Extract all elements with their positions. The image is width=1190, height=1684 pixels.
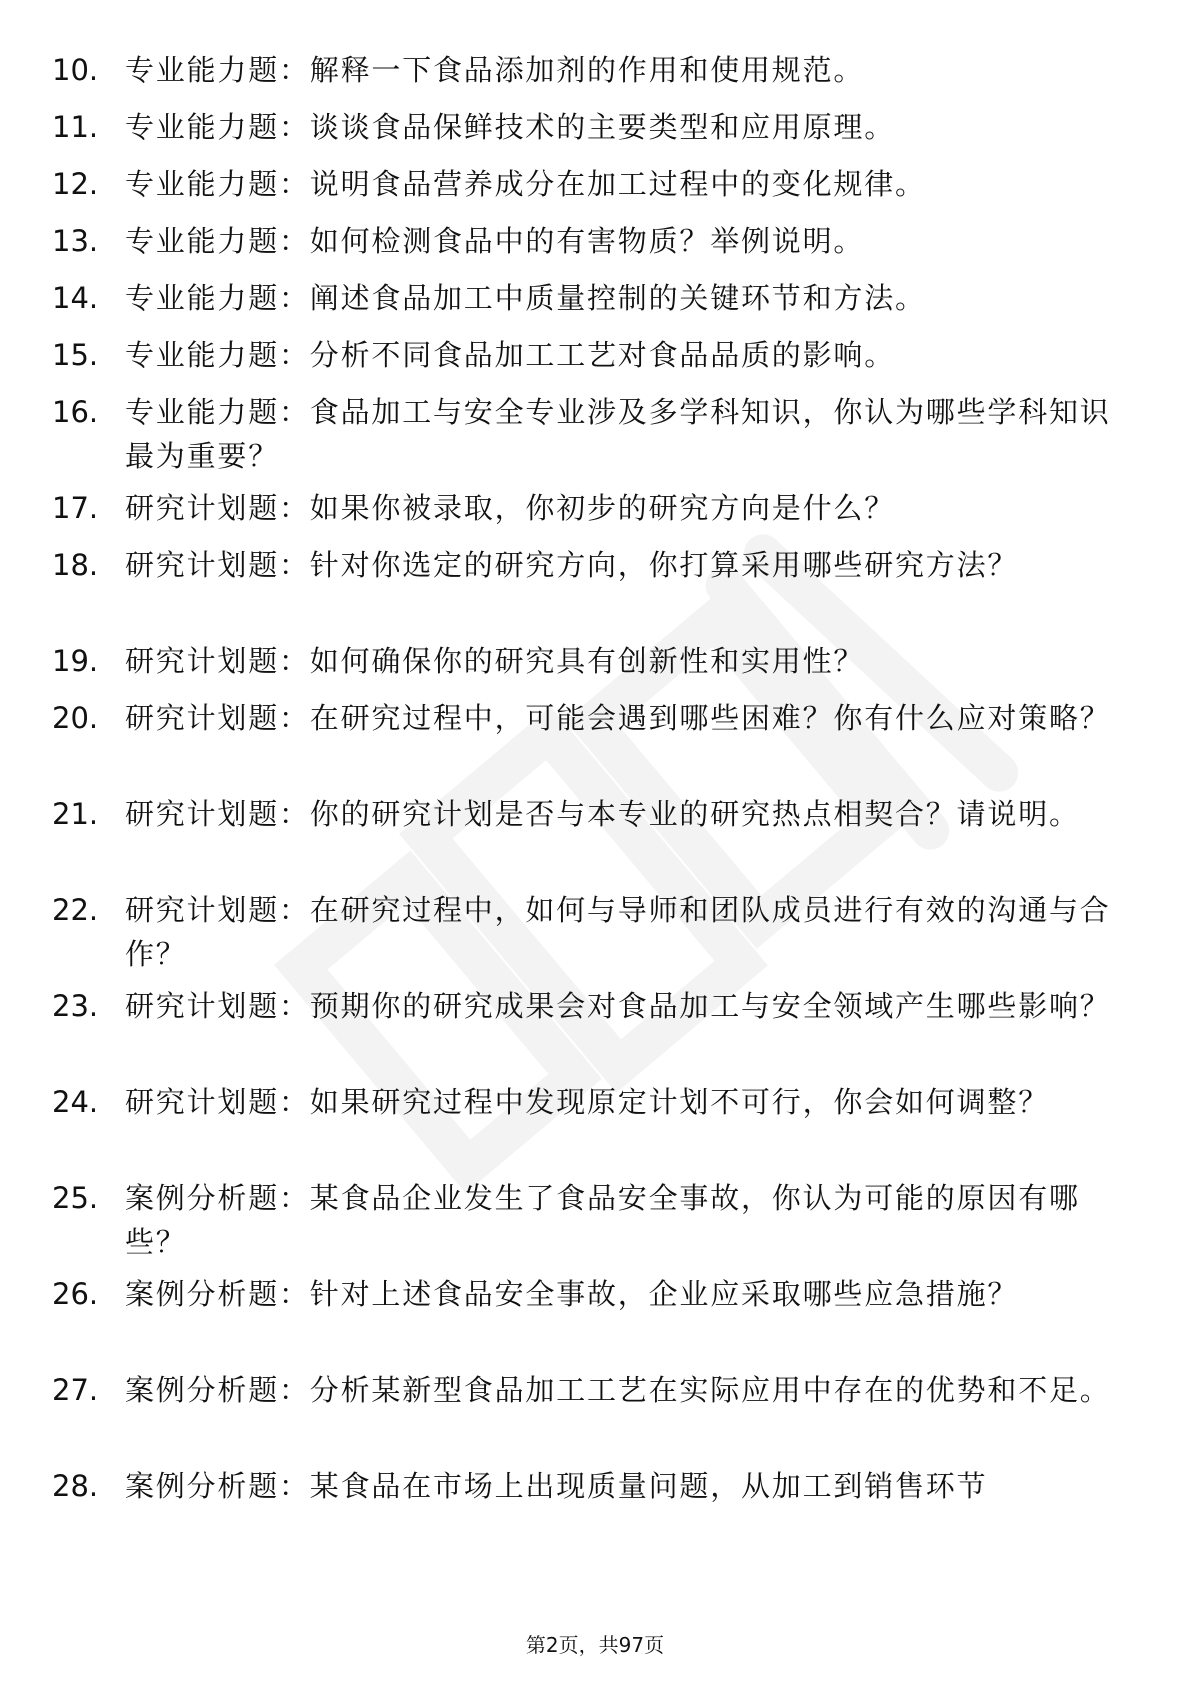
question-text: 案例分析题：分析某新型食品加工工艺在实际应用中存在的优势和不足。 [125, 1373, 1111, 1407]
question-number: 17. [52, 491, 99, 525]
question-text: 研究计划题：在研究过程中，可能会遇到哪些困难？你有什么应对策略？ [125, 701, 1111, 735]
question-text: 案例分析题：某食品企业发生了食品安全事故，你认为可能的原因有哪些？ [125, 1181, 1080, 1259]
question-number: 25. [52, 1181, 99, 1215]
question-number: 13. [52, 224, 99, 258]
question-number: 19. [52, 644, 99, 678]
question-text: 专业能力题：谈谈食品保鲜技术的主要类型和应用原理。 [125, 110, 896, 144]
question-number: 18. [52, 548, 99, 582]
question-number: 24. [52, 1085, 99, 1119]
question-number: 16. [52, 395, 99, 429]
question-text: 专业能力题：说明食品营养成分在加工过程中的变化规律。 [125, 167, 926, 201]
question-text: 研究计划题：如果你被录取，你初步的研究方向是什么？ [125, 491, 896, 525]
question-number: 22. [52, 893, 99, 927]
question-number: 12. [52, 167, 99, 201]
question-number: 21. [52, 797, 99, 831]
question-text: 案例分析题：针对上述食品安全事故，企业应采取哪些应急措施？ [125, 1277, 1019, 1311]
question-text: 研究计划题：你的研究计划是否与本专业的研究热点相契合？请说明。 [125, 797, 1080, 831]
question-number: 27. [52, 1373, 99, 1407]
question-number: 20. [52, 701, 99, 735]
question-number: 11. [52, 110, 99, 144]
question-text: 案例分析题：某食品在市场上出现质量问题，从加工到销售环节 [125, 1469, 988, 1503]
question-number: 15. [52, 338, 99, 372]
question-text: 专业能力题：分析不同食品加工工艺对食品品质的影响。 [125, 338, 896, 372]
question-text: 研究计划题：在研究过程中，如何与导师和团队成员进行有效的沟通与合作？ [125, 893, 1111, 971]
question-text: 研究计划题：针对你选定的研究方向，你打算采用哪些研究方法？ [125, 548, 1019, 582]
question-number: 14. [52, 281, 99, 315]
question-text: 研究计划题：如果研究过程中发现原定计划不可行，你会如何调整？ [125, 1085, 1050, 1119]
question-text: 专业能力题：食品加工与安全专业涉及多学科知识，你认为哪些学科知识最为重要？ [125, 395, 1111, 473]
question-number: 10. [52, 53, 99, 87]
question-text: 研究计划题：如何确保你的研究具有创新性和实用性？ [125, 644, 865, 678]
question-number: 28. [52, 1469, 99, 1503]
question-text: 专业能力题：如何检测食品中的有害物质？举例说明。 [125, 224, 865, 258]
question-text: 专业能力题：解释一下食品添加剂的作用和使用规范。 [125, 53, 865, 87]
question-text: 研究计划题：预期你的研究成果会对食品加工与安全领域产生哪些影响？ [125, 989, 1111, 1023]
question-number: 23. [52, 989, 99, 1023]
question-text: 专业能力题：阐述食品加工中质量控制的关键环节和方法。 [125, 281, 926, 315]
question-number: 26. [52, 1277, 99, 1311]
page-footer: 第2页，共97页 [525, 1633, 665, 1657]
